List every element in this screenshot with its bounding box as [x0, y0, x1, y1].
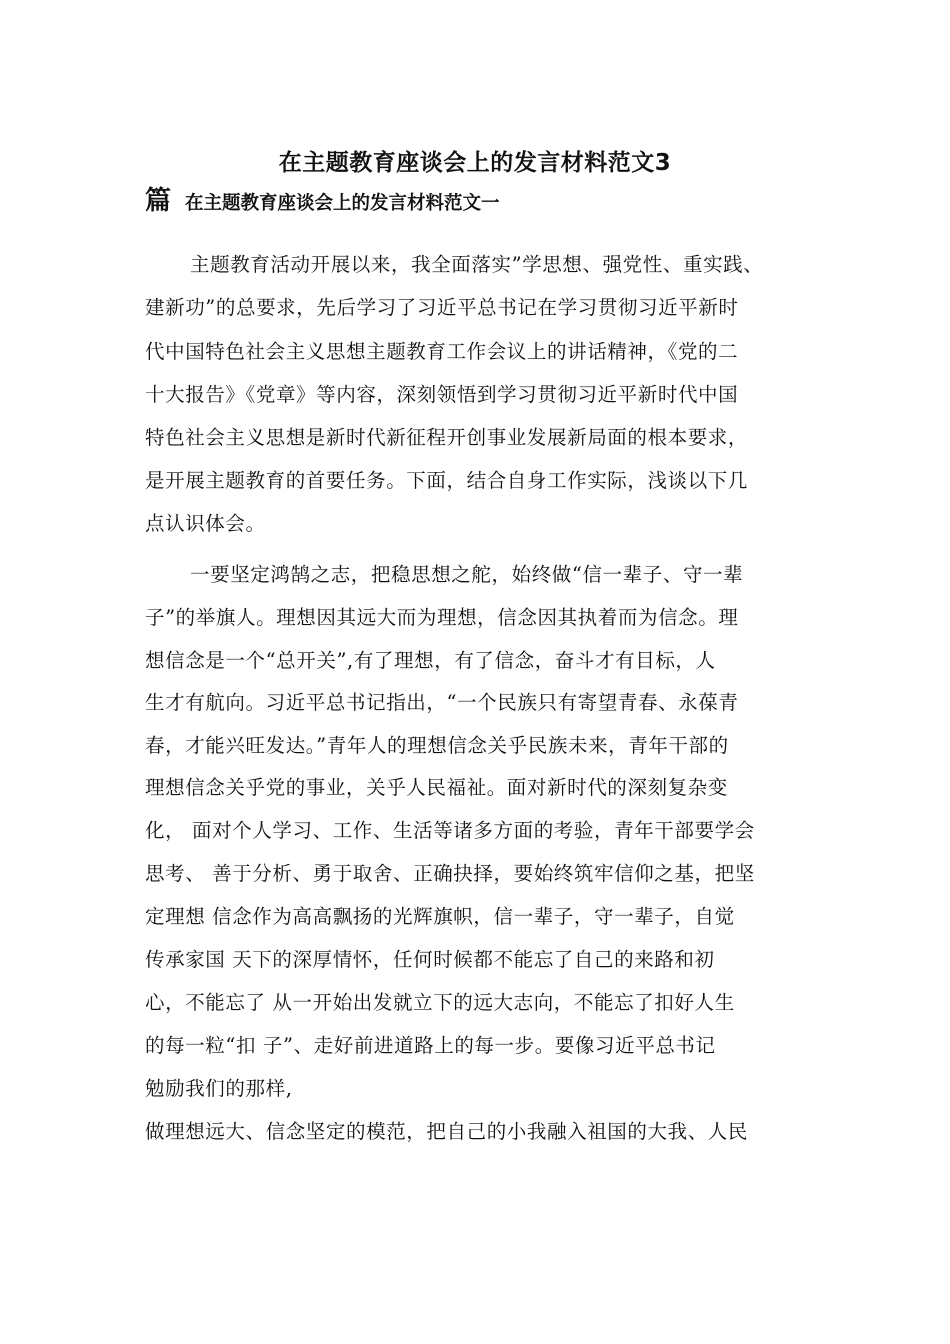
- body-line: 想信念是一个“总开关”,有了理想，有了信念，奋斗才有目标，人: [145, 649, 716, 672]
- body-line: 点认识体会。: [145, 512, 266, 535]
- body-line: 的每一粒“扣 子”、走好前进道路上的每一步。要像习近平总书记: [145, 1034, 716, 1057]
- body-line: 理想信念关乎党的事业，关乎人民福祉。面对新时代的深刻复杂变: [145, 776, 728, 799]
- body-line: 做理想远大、信念坚定的模范，把自己的小我融入祖国的大我、人民: [145, 1120, 749, 1143]
- body-line: 化， 面对个人学习、工作、生活等诸多方面的考验，青年干部要学会: [145, 819, 755, 842]
- body-line: 勉励我们的那样,: [145, 1077, 293, 1100]
- body-line: 春，才能兴旺发达。”青年人的理想信念关乎民族未来，青年干部的: [145, 734, 729, 757]
- body-line: 定理想 信念作为高高飘扬的光辉旗帜，信一辈子，守一辈子，自觉: [145, 905, 735, 928]
- body-line: 传承家国 天下的深厚情怀，任何时候都不能忘了自己的来路和初: [145, 948, 715, 971]
- subtitle-prefix: 篇: [145, 186, 172, 216]
- body-line: 思考、 善于分析、勇于取舍、正确抉择，要始终筑牢信仰之基，把坚: [145, 862, 755, 885]
- body-line: 心，不能忘了 从一开始出发就立下的远大志向，不能忘了扣好人生: [145, 991, 735, 1014]
- body-line: 主题教育活动开展以来，我全面落实”学思想、强党性、重实践、: [190, 253, 764, 276]
- subtitle-text: 在主题教育座谈会上的发言材料范文一: [185, 193, 500, 214]
- document-subtitle: [145, 186, 500, 219]
- body-line: 是开展主题教育的首要任务。下面，结合自身工作实际，浅谈以下几: [145, 469, 749, 492]
- body-line: 代中国特色社会主义思想主题教育工作会议上的讲话精神，《党的二: [145, 340, 739, 363]
- body-line: 子”的举旗人。理想因其远大而为理想，信念因其执着而为信念。理: [145, 606, 739, 629]
- body-line: 特色社会主义思想是新时代新征程开创事业发展新局面的根本要求，: [145, 426, 749, 449]
- document-title: 在主题教育座谈会上的发言材料范文3: [278, 150, 672, 176]
- body-line: 生才有航向。习近平总书记指出，“一个民族只有寄望青春、永葆青: [145, 691, 739, 714]
- body-line: 十大报告》《党章》等内容，深刻领悟到学习贯彻习近平新时代中国: [145, 383, 739, 406]
- body-line: 一要坚定鸿鹄之志，把稳思想之舵，始终做“信一辈子、守一辈: [190, 563, 744, 586]
- body-line: 建新功”的总要求，先后学习了习近平总书记在学习贯彻习近平新时: [145, 296, 739, 319]
